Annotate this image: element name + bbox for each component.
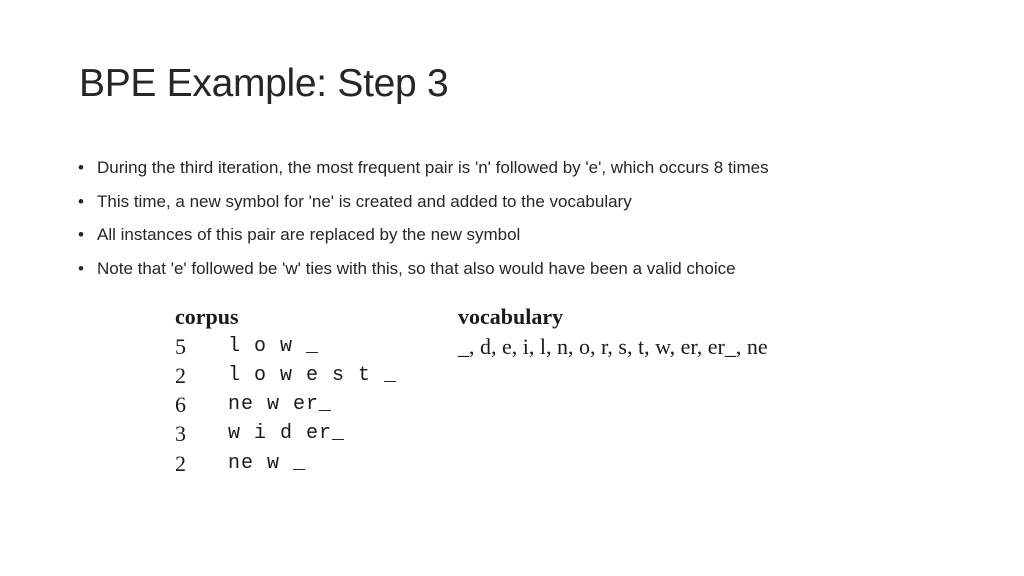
bullet-item (78, 154, 769, 188)
corpus-word: ne w er_ (228, 393, 333, 416)
corpus-word: l o w e s t _ (228, 364, 398, 387)
bullet-item (78, 255, 769, 289)
bullet-list (78, 154, 769, 289)
corpus-header: corpus (175, 304, 239, 329)
bullet-icon: • (78, 225, 84, 245)
bullet-icon: • (78, 259, 84, 279)
corpus-word: w i d er_ (228, 422, 346, 445)
bullet-icon: • (78, 191, 84, 211)
corpus-count: 2 (175, 363, 186, 388)
corpus-word: ne w _ (228, 452, 307, 475)
bullet-icon: • (78, 158, 84, 177)
corpus-count: 6 (175, 392, 186, 417)
corpus-count: 5 (175, 334, 186, 359)
slide-title: BPE Example: Step 3 (79, 62, 449, 105)
bullet-text: This time, a new symbol for 'ne' is created and added to the vocabulary (97, 191, 632, 211)
corpus-word: l o w _ (228, 335, 320, 358)
bullet-item (78, 221, 769, 255)
bullet-text: Note that 'e' followed be 'w' ties with this, so that also would have been a valid choice (97, 259, 736, 279)
corpus-count: 2 (175, 451, 186, 476)
vocabulary-list: _, d, e, i, l, n, o, r, s, t, w, er, er_, ne (458, 334, 768, 359)
bullet-item (78, 188, 769, 222)
corpus-count: 3 (175, 421, 186, 446)
vocabulary-header: vocabulary (458, 304, 564, 329)
bullet-text: During the third iteration, the most frequent pair is 'n' followed by 'e', which occurs 8 times (97, 158, 769, 177)
bullet-text: All instances of this pair are replaced by the new symbol (97, 225, 521, 245)
